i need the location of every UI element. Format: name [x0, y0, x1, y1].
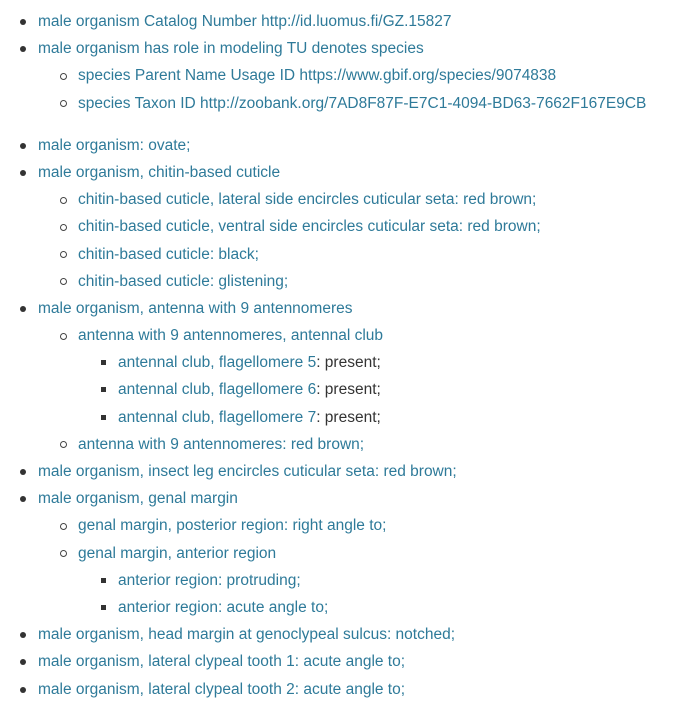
- character-value: : present;: [316, 354, 381, 372]
- character-link[interactable]: chitin-based cuticle, ventral side encircles cuticular seta: red brown;: [78, 218, 541, 236]
- list-item: [78, 512, 679, 539]
- identifier-list-section: [0, 0, 679, 117]
- character-link[interactable]: male organism, lateral clypeal tooth 2: acute angle to;: [38, 680, 406, 698]
- list-item: [118, 567, 679, 594]
- sub-list: [38, 322, 679, 458]
- taxon-id-link[interactable]: species Taxon ID http://zoobank.org/7AD8F87F-E7C1-4094-BD63-7662F167E9CB: [78, 94, 647, 112]
- list-item: [78, 241, 679, 268]
- character-link[interactable]: male organism, lateral clypeal tooth 1: acute angle to;: [38, 653, 406, 671]
- list-item: [38, 648, 679, 675]
- list-item: [118, 376, 679, 403]
- character-link[interactable]: antennal club, flagellomere 7: [118, 408, 317, 426]
- list-item: [78, 540, 679, 622]
- character-link[interactable]: male organism, genal margin: [38, 490, 238, 508]
- sub-sub-list: [78, 349, 679, 431]
- character-link[interactable]: male organism: ovate;: [38, 136, 191, 154]
- list-item: [38, 676, 679, 703]
- list-item: [78, 62, 679, 89]
- list-item: [38, 8, 679, 35]
- list-item: [78, 268, 679, 295]
- character-link[interactable]: anterior region: protruding;: [118, 571, 301, 589]
- sub-list: [38, 512, 679, 621]
- character-link[interactable]: antennal club, flagellomere 5: [118, 354, 317, 372]
- list-item: [38, 159, 679, 295]
- list-item: [38, 621, 679, 648]
- catalog-number-link[interactable]: male organism Catalog Number http://id.luomus.fi/GZ.15827: [38, 13, 452, 30]
- list-item: [38, 485, 679, 621]
- character-link[interactable]: male organism, antenna with 9 antennomeres: [38, 299, 353, 317]
- character-value: : present;: [316, 381, 381, 399]
- list-item: [38, 132, 679, 159]
- role-link[interactable]: male organism has role in modeling TU denotes species: [38, 40, 424, 58]
- character-link[interactable]: genal margin, anterior region: [78, 544, 277, 562]
- character-link[interactable]: antenna with 9 antennomeres, antennal club: [78, 327, 384, 345]
- character-link[interactable]: chitin-based cuticle: black;: [78, 245, 259, 263]
- character-value: : present;: [316, 408, 381, 426]
- character-link[interactable]: genal margin, posterior region: right angle to;: [78, 517, 387, 535]
- character-link[interactable]: antennal club, flagellomere 6: [118, 381, 317, 399]
- list-item: [78, 90, 679, 117]
- character-link[interactable]: male organism, head margin at genoclypeal sulcus: notched;: [38, 626, 456, 644]
- character-list: [0, 132, 679, 703]
- list-item: [78, 186, 679, 213]
- character-link[interactable]: chitin-based cuticle, lateral side encircles cuticular seta: red brown;: [78, 191, 537, 209]
- character-link[interactable]: chitin-based cuticle: glistening;: [78, 272, 289, 290]
- list-item: [118, 349, 679, 376]
- list-item: [38, 295, 679, 458]
- list-item: [78, 322, 679, 431]
- sub-list: [38, 62, 679, 116]
- character-link[interactable]: anterior region: acute angle to;: [118, 598, 329, 616]
- list-item: [38, 458, 679, 485]
- list-item: [78, 431, 679, 458]
- list-item: [38, 35, 679, 117]
- identifier-list: [0, 8, 679, 117]
- list-item: [78, 213, 679, 240]
- list-item: [118, 594, 679, 621]
- parent-name-usage-link[interactable]: species Parent Name Usage ID https://www.gbif.org/species/9074838: [78, 67, 557, 85]
- character-list-section: [0, 117, 679, 703]
- character-link[interactable]: male organism, insect leg encircles cuticular seta: red brown;: [38, 463, 457, 480]
- character-link[interactable]: antenna with 9 antennomeres: red brown;: [78, 435, 365, 453]
- list-item: [118, 404, 679, 431]
- character-link[interactable]: male organism, chitin-based cuticle: [38, 163, 281, 181]
- sub-list: [38, 186, 679, 295]
- sub-sub-list: [78, 567, 679, 621]
